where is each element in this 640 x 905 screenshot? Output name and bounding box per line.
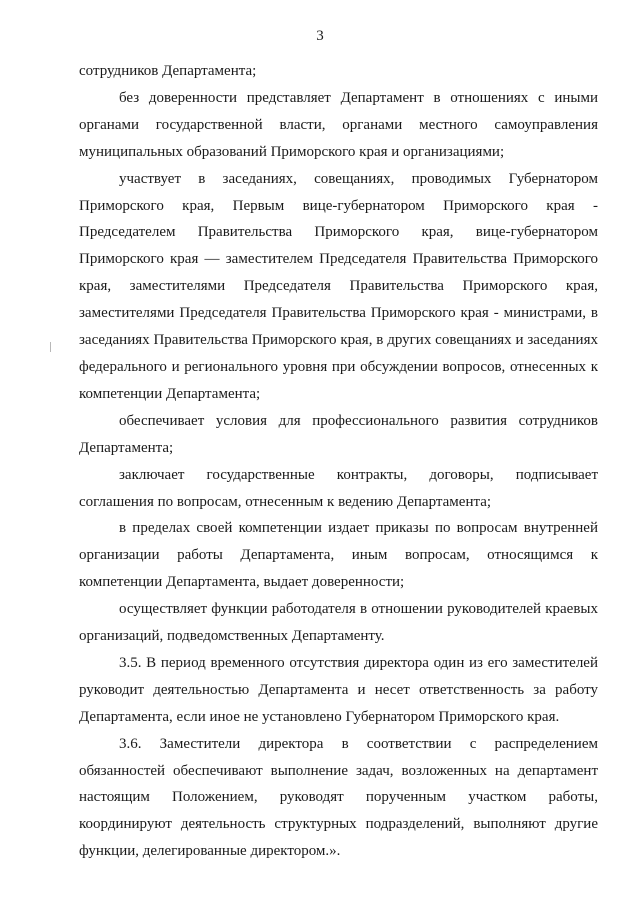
margin-mark [50,342,51,352]
paragraph-continuation: сотрудников Департамента; [79,63,257,79]
document-body [79,58,598,865]
paragraph-development: обеспечивает условия для профессионального развития сотрудников Департамента; [79,412,598,456]
paragraph-3-6: 3.6. Заместители директора в соответствии с распределением обязанностей обеспечивают выполнение задач, возложенных на департамент настоящим Положением, руководят порученным участком работы, координируют деятельность структурных подразделений, выполняют другие функции, делегированные директором.». [79,735,598,860]
page-number: 3 [316,28,324,44]
paragraph-meetings: участвует в заседаниях, совещаниях, проводимых Губернатором Приморского края, Первым вице-губернатором Приморского края - Председателем Правительства Приморского края, вице-губернатором Приморского края — заместителем Председателя Правительства Приморского края, заместителями Председателя Правительства Приморского края, заместителями Председателя Правительства Приморского края - министрами, в заседаниях Правительства Приморского края, в других совещаниях и заседаниях федерального и регионального уровня при обсуждении вопросов, отнесенных к компетенции Департамента; [79,170,598,402]
paragraph-employer: осуществляет функции работодателя в отношении руководителей краевых организаций, подведомственных Департаменту. [79,601,598,645]
paragraph-contracts: заключает государственные контракты, договоры, подписывает соглашения по вопросам, отнесенным к ведению Департамента; [79,466,598,510]
paragraph-3-5: 3.5. В период временного отсутствия директора один из его заместителей руководит деятельностью Департамента и несет ответственность за работу Департамента, если иное не установлено Губернатором Приморского края. [79,654,598,725]
paragraph-orders: в пределах своей компетенции издает приказы по вопросам внутренней организации работы Департамента, иным вопросам, относящимся к компетенции Департамента, выдает доверенности; [79,520,598,591]
paragraph-representation: без доверенности представляет Департамент в отношениях с иными органами государственной власти, органами местного самоуправления муниципальных образований Приморского края и организациями; [79,89,598,160]
